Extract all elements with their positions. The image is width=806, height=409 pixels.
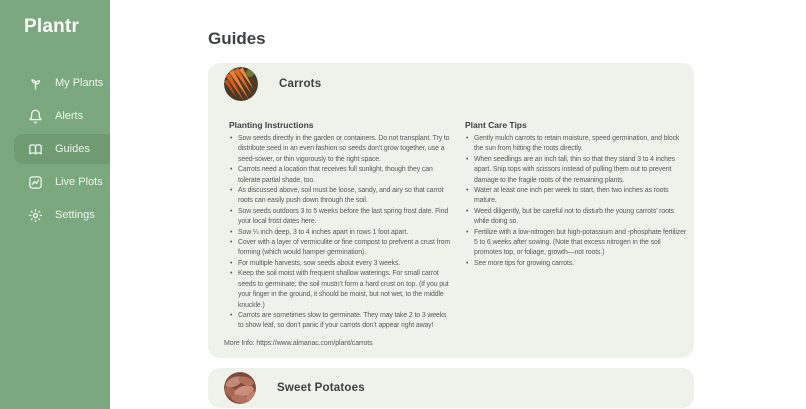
sidebar-nav [0,68,110,230]
guide-title: Sweet Potatoes [277,381,365,394]
chart-icon [28,175,43,190]
sidebar-item-alerts[interactable] [0,101,110,131]
book-icon [28,142,43,157]
sidebar-item-label: Guides [55,143,90,155]
planting-instructions-list [229,134,453,332]
guide-bullet: • As discussed above, soil must be loose, sandy, and airy so that carrot roots can easily push down through the soil. [229,186,453,207]
guide-bullet: • Cover with a layer of vermiculite or fine compost to prefvent a crust from forming (which would hamper germination). [229,238,453,259]
main-content [110,0,806,409]
section-heading: Plant Care Tips [465,120,527,130]
plant-care-tips-list [465,134,689,269]
guide-card-body [208,105,694,332]
sweet-potatoes-photo [224,372,256,404]
gear-icon [28,208,43,223]
guide-bullet: • Sow seeds directly in the garden or containers. Do not transplant. Try to distribute seed in an even fashion so seeds don’t grow together, use a seed-sower, or thin vigorously to the right space. [229,134,453,165]
sidebar-item-my-plants[interactable] [0,68,110,98]
seedling-icon [28,76,43,91]
sidebar-item-label: My Plants [55,77,104,89]
sidebar-item-label: Live Plots [55,176,103,188]
plant-care-tips-section [465,120,689,332]
planting-instructions-section [229,120,453,332]
guide-bullet: • Fertilize with a low-nitrogen but high-potassium and -phosphate fertilizer 5 to 6 weeks after sowing. (Note that excess nitrogen in the soil promotes top, or foliage, growth—not roots.) [465,228,689,259]
guide-card-sweet-potatoes [208,368,694,408]
more-info-link: More Info: https://www.almanac.com/plant/carrots [224,339,373,347]
app-logo: Plantr [24,16,80,37]
guide-bullet: • When seedlings are an inch tall, thin so that they stand 3 to 4 inches apart. Snip tops with scissors instead of pulling them out to prevent damage to the fragile roots of the remaining plants. [465,155,689,186]
guide-bullet: • Weed diligently, but be careful not to disturb the young carrots’ roots while doing so. [465,207,689,228]
sidebar-item-label: Alerts [55,110,84,122]
sidebar-item-live-plots[interactable] [0,167,110,197]
guide-card-carrots [208,63,694,358]
guide-bullet: • Keep the soil moist with frequent shallow waterings. For small carrot seeds to germinate, the soil mustn’t form a hard crust on top. (If you put your finger in the ground, it should be moist, but not wet, to the middle knuckle.) [229,269,453,311]
guide-bullet: • For multiple harvests, sow seeds about every 3 weeks. [229,259,453,269]
guide-bullet: • Carrots are sometimes slow to germinate. They may take 2 to 3 weeks to show leaf, so don’t panic if your carrots don’t appear right away! [229,311,453,332]
guide-bullet: • See more tips for growing carrots. [465,259,689,269]
guide-bullet: • Carrots need a location that receives full sunlight, though they can tolerate partial shade, too. [229,165,453,186]
section-heading: Planting Instructions [229,120,314,130]
sidebar [0,0,110,409]
sidebar-item-guides[interactable] [14,134,110,164]
guide-bullet: • Gently mulch carrots to retain moisture, speed germination, and block the sun from hitting the roots directly. [465,134,689,155]
guide-card-header[interactable] [208,368,694,408]
guide-bullet: • Sow seeds outdoors 3 to 5 weeks before the last spring frost date. Find your local frost dates here. [229,207,453,228]
guide-bullet: • Sow ¼ inch deep, 3 to 4 inches apart in rows 1 foot apart. [229,228,453,238]
page-title: Guides [208,29,266,48]
sidebar-item-settings[interactable] [0,200,110,230]
carrots-photo [224,67,258,101]
guide-bullet: • Water at least one inch per week to start, then two inches as roots mature. [465,186,689,207]
guide-title: Carrots [279,78,322,90]
bell-icon [28,109,43,124]
sidebar-item-label: Settings [55,209,95,221]
guide-card-header[interactable] [208,63,694,105]
